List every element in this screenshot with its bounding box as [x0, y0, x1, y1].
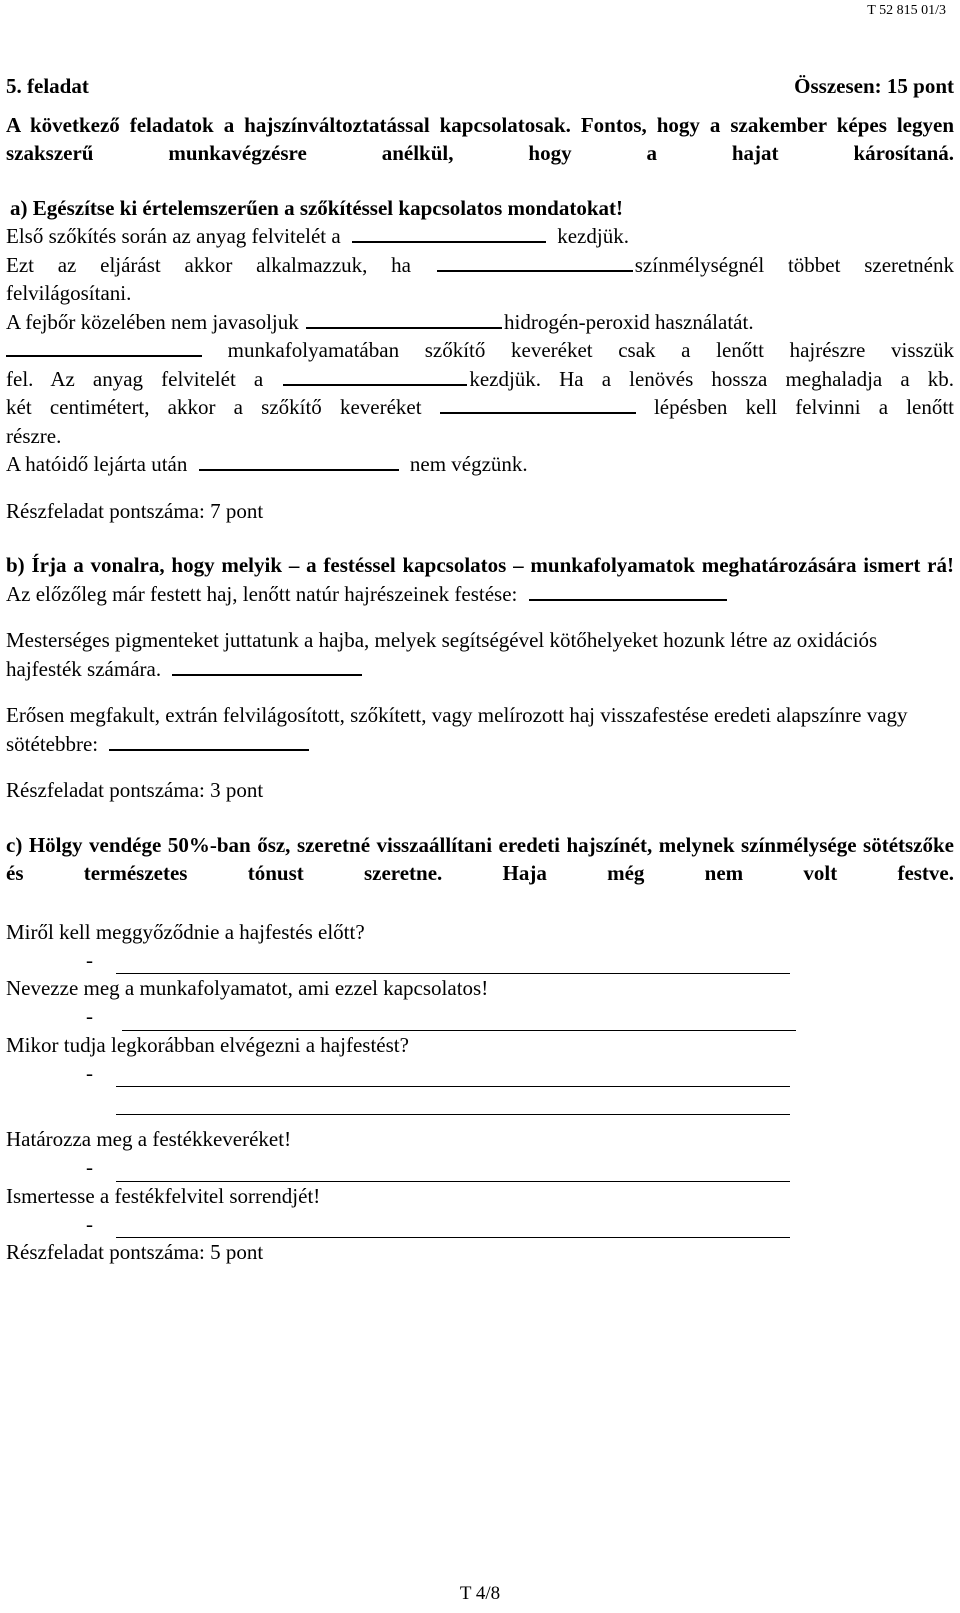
part-a-heading: a) Egészítse ki értelemszerűen a szőkítéssel kapcsolatos mondatokat! [10, 195, 623, 220]
answer-line-5[interactable] [116, 1215, 790, 1238]
task-intro: A következő feladatok a hajszínváltoztatással kapcsolatosak. Fontos, hogy a szakember képes legyen szakszerű munkavégzésre anélkül, hogy a hajat károsítaná. [6, 112, 954, 165]
blank-6[interactable] [440, 394, 636, 414]
sentence-6-end: nem végzünk. [409, 452, 528, 476]
part-c-question-2: Nevezze meg a munkafolyamatot, ami ezzel kapcsolatos! [6, 976, 489, 1000]
sentence-6-start: A hatóidő lejárta után [6, 452, 188, 476]
answer-line-2[interactable] [122, 1008, 796, 1031]
blank-b2[interactable] [172, 656, 362, 676]
sentence-5-continuation: részre. [6, 423, 62, 448]
task-title: 5. feladat [6, 74, 89, 98]
part-b-score: Részfeladat pontszáma: 3 pont [6, 778, 264, 802]
blank-5[interactable] [283, 366, 467, 386]
blank-b1[interactable] [529, 581, 727, 601]
blank-3[interactable] [306, 309, 502, 329]
sentence-6 [6, 450, 954, 479]
sentence-3 [6, 308, 954, 337]
answer-row-2 [6, 1003, 954, 1031]
part-b-question-3 [6, 701, 954, 758]
sentence-4-cont-end: kezdjük. Ha a lenövés hossza meghaladja a kb. [469, 366, 955, 391]
part-c-heading: c) Hölgy vendége 50%-ban ősz, szeretné visszaállítani eredeti hajszínét, melynek színmélysége sötétszőke és természetes tónust szeretne. Haja még nem volt festve. [6, 832, 954, 885]
answer-line-1[interactable] [116, 951, 790, 974]
part-c-question-3: Mikor tudja legkorábban elvégezni a hajfestést? [6, 1032, 409, 1057]
blank-2[interactable] [437, 252, 633, 272]
answer-dash: - [86, 1060, 93, 1085]
answer-line-4[interactable] [116, 1159, 790, 1182]
sentence-2-end: színmélységnél többet szeretnénk [634, 252, 954, 277]
part-b-question-2-text: Mesterséges pigmenteket juttatunk a hajba, melyek segítségével kötőhelyeket hozunk létre az oxidációs hajfesték számára. [6, 628, 878, 681]
sentence-1-end: kezdjük. [557, 224, 629, 248]
answer-line-3b[interactable] [116, 1092, 790, 1115]
part-b-question-1 [6, 580, 954, 609]
part-b-question-2 [6, 626, 954, 683]
part-c-question-1: Miről kell meggyőződnie a hajfestés előtt? [6, 919, 365, 944]
part-b-question-3-text: Erősen megfakult, extrán felvilágosított, szőkített, vagy melírozott haj visszafestése eredeti alapszínre vagy sötétebbre: [6, 703, 908, 756]
task-header [6, 72, 954, 101]
sentence-4-end: munkafolyamatában szőkítő keveréket csak a lenőtt hajrészre visszük [227, 338, 954, 362]
sentence-2-continuation: felvilágosítani. [6, 281, 132, 305]
answer-row-5 [6, 1210, 954, 1238]
sentence-5-end: lépésben kell felvinni a lenőtt [653, 395, 955, 419]
answer-row-3 [6, 1059, 954, 1087]
sentence-1-start: Első szőkítés során az anyag felvitelét a [6, 224, 341, 248]
sentence-1 [6, 222, 954, 251]
answer-row-4 [6, 1154, 954, 1182]
task-total-points: Összesen: 15 pont [794, 74, 954, 98]
part-c-question-5: Ismertesse a festékfelvitel sorrendjét! [6, 1183, 321, 1208]
page-number: T 4/8 [459, 1583, 501, 1604]
answer-row-1 [6, 946, 954, 974]
answer-line-3[interactable] [116, 1064, 790, 1087]
sentence-4 [6, 336, 954, 365]
answer-dash: - [86, 947, 93, 972]
blank-b3[interactable] [109, 731, 309, 751]
sentence-5 [6, 393, 954, 422]
answer-dash: - [86, 1211, 93, 1236]
sentence-2-start: Ezt az eljárást akkor alkalmazzuk, ha [6, 252, 411, 277]
sentence-4-continuation [6, 365, 954, 394]
sentence-5-start: két centimétert, akkor a szőkítő keveréket [6, 395, 422, 419]
answer-dash: - [86, 1155, 93, 1179]
document-code: T 52 815 01/3 [867, 3, 946, 18]
task-5 [6, 72, 954, 1267]
part-b-heading: b) Írja a vonalra, hogy melyik – a festéssel kapcsolatos – munkafolyamatok meghatározására ismert rá! [6, 553, 954, 577]
part-b-question-1-text: Az előzőleg már festett haj, lenőtt natúr hajrészeinek festése: [6, 581, 518, 606]
sentence-2 [6, 251, 954, 280]
blank-1[interactable] [352, 223, 546, 243]
blank-4[interactable] [6, 337, 202, 357]
part-c-question-4: Határozza meg a festékkeveréket! [6, 1127, 292, 1151]
blank-7[interactable] [199, 451, 399, 471]
answer-row-3b [6, 1087, 954, 1115]
sentence-3-end: hidrogén-peroxid használatát. [504, 309, 754, 334]
part-c-score: Részfeladat pontszáma: 5 pont [6, 1240, 264, 1264]
part-a-score: Részfeladat pontszáma: 7 pont [6, 498, 264, 523]
sentence-4-cont-start: fel. Az anyag felvitelét a [6, 366, 264, 391]
answer-dash: - [86, 1004, 93, 1028]
sentence-3-start: A fejbőr közelében nem javasoljuk [6, 309, 299, 334]
